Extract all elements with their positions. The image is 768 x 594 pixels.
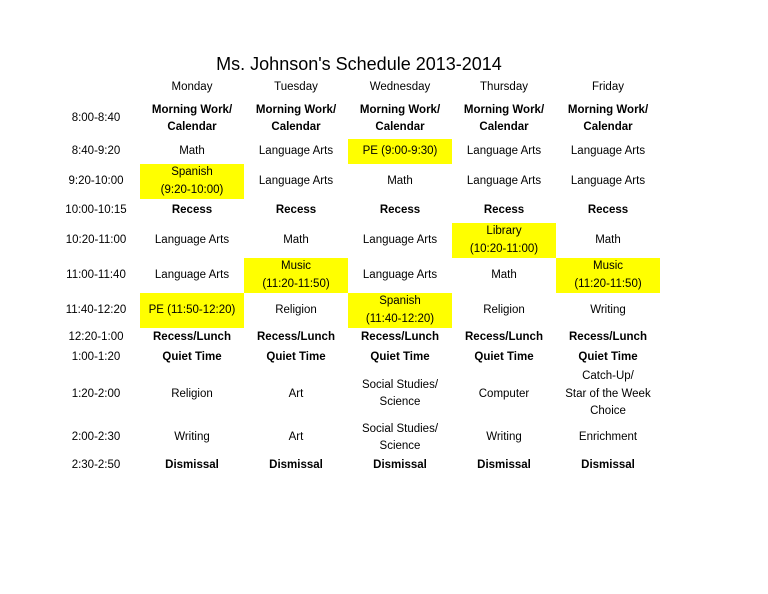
subject-label: Math — [491, 268, 517, 281]
subject-label: Recess — [483, 204, 525, 217]
schedule-cell — [452, 258, 556, 293]
subject-label: Quiet Time — [578, 351, 638, 364]
table-row — [52, 164, 660, 199]
subject-label: Morning Work/ Calendar — [255, 103, 337, 133]
subject-label: Language Arts — [258, 144, 334, 157]
schedule-cell — [452, 293, 556, 328]
time-slot: 9:20-10:00 — [68, 174, 124, 187]
subject-label: Recess/Lunch — [569, 331, 647, 344]
schedule-cell — [140, 348, 244, 368]
subject-label: Enrichment — [578, 431, 638, 444]
schedule-cell — [140, 99, 244, 139]
subject-label: Language Arts — [154, 268, 230, 281]
schedule-cell — [244, 258, 348, 293]
subject-label: Language Arts — [570, 174, 646, 187]
schedule-cell — [348, 99, 452, 139]
day-header-tuesday: Tuesday — [274, 81, 318, 94]
time-slot: 10:00-10:15 — [65, 204, 127, 217]
time-slot: 11:40-12:20 — [65, 303, 127, 316]
subject-label: Religion — [171, 387, 213, 400]
schedule-cell — [140, 368, 244, 421]
schedule-cell — [452, 164, 556, 199]
schedule-cell — [452, 99, 556, 139]
schedule-cell — [348, 199, 452, 223]
subject-label: Recess — [171, 204, 213, 217]
schedule-cell — [348, 421, 452, 456]
subject-label: Library (10:20-11:00) — [469, 225, 539, 255]
table-row — [52, 199, 660, 223]
schedule-cell — [452, 368, 556, 421]
schedule-cell — [556, 348, 660, 368]
subject-label: Recess/Lunch — [153, 331, 231, 344]
subject-label: Dismissal — [373, 458, 427, 471]
time-slot: 12:20-1:00 — [68, 331, 124, 344]
subject-label: Language Arts — [154, 233, 230, 246]
table-row — [52, 368, 660, 421]
table-row — [52, 421, 660, 456]
schedule-cell — [244, 164, 348, 199]
subject-label: Religion — [275, 303, 317, 316]
schedule-cell — [556, 139, 660, 164]
table-row — [52, 223, 660, 258]
schedule-cell — [556, 223, 660, 258]
schedule-cell — [140, 456, 244, 476]
subject-label: Religion — [483, 303, 525, 316]
schedule-cell — [244, 199, 348, 223]
table-row — [52, 139, 660, 164]
day-header-wednesday: Wednesday — [369, 81, 431, 94]
schedule-cell — [140, 293, 244, 328]
schedule-cell — [140, 139, 244, 164]
time-slot: 2:00-2:30 — [71, 431, 121, 444]
schedule-cell — [244, 223, 348, 258]
subject-label: Morning Work/ Calendar — [359, 103, 441, 133]
subject-label: Art — [288, 431, 304, 444]
table-row — [52, 293, 660, 328]
subject-label: PE (11:50-12:20) — [148, 303, 236, 316]
subject-label: Dismissal — [477, 458, 531, 471]
subject-label: Morning Work/ Calendar — [151, 103, 233, 133]
subject-label: Writing — [174, 431, 210, 444]
subject-label: Language Arts — [362, 268, 438, 281]
subject-label: Recess/Lunch — [465, 331, 543, 344]
subject-label: Music (11:20-11:50) — [262, 260, 330, 290]
subject-label: Recess/Lunch — [257, 331, 335, 344]
subject-label: Quiet Time — [370, 351, 430, 364]
schedule-cell — [140, 223, 244, 258]
subject-label: Spanish (11:40-12:20) — [365, 295, 435, 325]
table-row — [52, 99, 660, 139]
subject-label: Math — [595, 233, 621, 246]
subject-label: Recess — [379, 204, 421, 217]
subject-label: Recess/Lunch — [361, 331, 439, 344]
table-row — [52, 348, 660, 368]
schedule-cell — [348, 348, 452, 368]
schedule-cell — [452, 139, 556, 164]
time-slot: 8:40-9:20 — [71, 144, 121, 157]
schedule-cell — [348, 293, 452, 328]
subject-label: Music (11:20-11:50) — [574, 260, 642, 290]
time-slot: 2:30-2:50 — [71, 458, 121, 471]
schedule-cell — [348, 223, 452, 258]
subject-label: Quiet Time — [474, 351, 534, 364]
subject-label: Catch-Up/ Star of the Week Choice — [565, 370, 651, 417]
schedule-cell — [244, 368, 348, 421]
schedule-cell — [556, 421, 660, 456]
schedule-cell — [556, 328, 660, 348]
schedule-cell — [244, 348, 348, 368]
schedule-cell — [348, 139, 452, 164]
subject-label: Dismissal — [269, 458, 323, 471]
schedule-cell — [556, 456, 660, 476]
schedule-cell — [452, 328, 556, 348]
schedule-cell — [452, 223, 556, 258]
subject-label: Social Studies/ Science — [361, 378, 439, 409]
time-slot: 10:20-11:00 — [65, 233, 127, 246]
subject-label: Math — [179, 144, 205, 157]
subject-label: Dismissal — [581, 458, 635, 471]
table-row — [52, 456, 660, 476]
subject-label: Computer — [478, 387, 530, 400]
schedule-cell — [452, 421, 556, 456]
schedule-cell — [244, 293, 348, 328]
schedule-cell — [244, 139, 348, 164]
subject-label: Quiet Time — [162, 351, 222, 364]
header-row — [52, 77, 660, 99]
subject-label: Dismissal — [165, 458, 219, 471]
schedule-cell — [348, 258, 452, 293]
time-header — [52, 77, 140, 99]
schedule-cell — [140, 258, 244, 293]
schedule-cell — [244, 328, 348, 348]
subject-label: Math — [387, 174, 413, 187]
subject-label: Language Arts — [258, 174, 334, 187]
table-row — [52, 328, 660, 348]
schedule-cell — [452, 348, 556, 368]
subject-label: Writing — [486, 431, 522, 444]
subject-label: Writing — [590, 303, 626, 316]
subject-label: Recess — [275, 204, 317, 217]
time-slot: 8:00-8:40 — [71, 112, 121, 125]
subject-label: Social Studies/ Science — [361, 422, 439, 452]
schedule-cell — [140, 199, 244, 223]
day-header-monday: Monday — [171, 81, 213, 94]
schedule-cell — [140, 328, 244, 348]
subject-label: Morning Work/ Calendar — [567, 103, 649, 133]
schedule-cell — [244, 456, 348, 476]
schedule-cell — [140, 421, 244, 456]
subject-label: Spanish (9:20-10:00) — [160, 166, 224, 196]
schedule-cell — [140, 164, 244, 199]
subject-label: PE (9:00-9:30) — [362, 144, 438, 157]
subject-label: Math — [283, 233, 309, 246]
subject-label: Language Arts — [570, 144, 646, 157]
schedule-cell — [452, 199, 556, 223]
time-slot: 1:20-2:00 — [71, 387, 121, 400]
day-header-friday: Friday — [592, 81, 624, 94]
subject-label: Recess — [587, 204, 629, 217]
subject-label: Morning Work/ Calendar — [463, 103, 545, 133]
schedule-cell — [244, 99, 348, 139]
schedule-cell — [452, 456, 556, 476]
schedule-cell — [556, 164, 660, 199]
day-header-thursday: Thursday — [480, 81, 528, 94]
subject-label: Language Arts — [466, 174, 542, 187]
subject-label: Quiet Time — [266, 351, 326, 364]
schedule-cell — [556, 293, 660, 328]
schedule-cell — [556, 368, 660, 421]
time-slot: 1:00-1:20 — [71, 351, 121, 364]
schedule-cell — [556, 199, 660, 223]
schedule-body — [52, 99, 660, 476]
schedule-cell — [348, 368, 452, 421]
time-slot: 11:00-11:40 — [66, 268, 126, 281]
subject-label: Language Arts — [362, 233, 438, 246]
schedule-cell — [348, 456, 452, 476]
schedule-table — [52, 77, 660, 476]
subject-label: Language Arts — [466, 144, 542, 157]
schedule-cell — [348, 328, 452, 348]
subject-label: Art — [288, 387, 304, 400]
schedule-cell — [348, 164, 452, 199]
table-row — [52, 258, 660, 293]
schedule-cell — [556, 258, 660, 293]
page-title: Ms. Johnson's Schedule 2013-2014 — [216, 54, 502, 74]
schedule-cell — [556, 99, 660, 139]
schedule-cell — [244, 421, 348, 456]
